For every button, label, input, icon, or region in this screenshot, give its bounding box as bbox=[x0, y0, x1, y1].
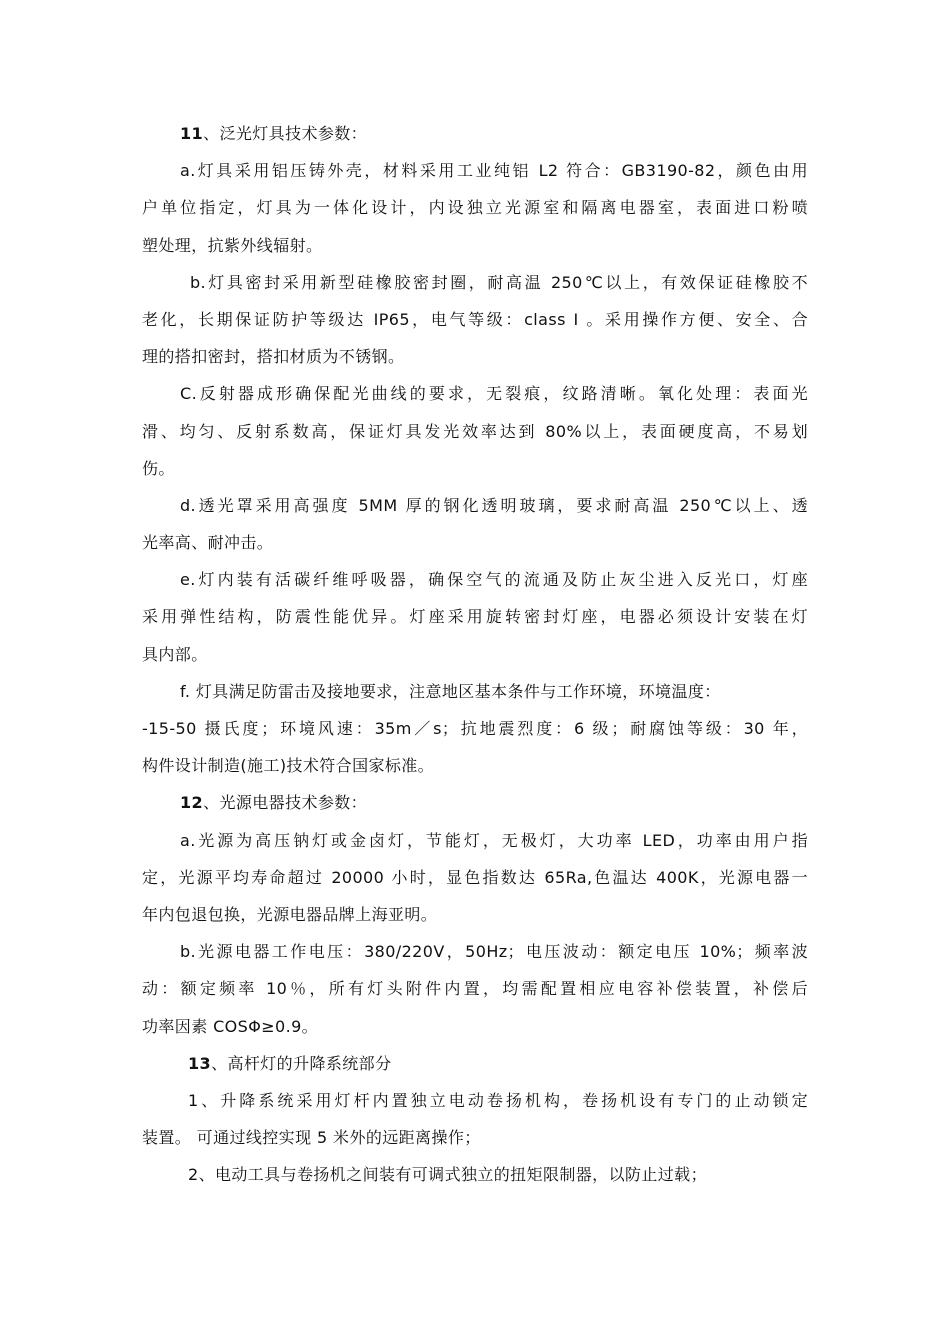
para-13-1-line-2: 装置。 可通过线控实现 5 米外的远距离操作； bbox=[142, 1128, 481, 1148]
para-12a-line-3: 年内包退包换，光源电器品牌上海亚明。 bbox=[142, 904, 438, 924]
para-12b-line-3: 功率因素 COSΦ≥0.9。 bbox=[142, 1016, 319, 1036]
section-11-number: 11 bbox=[180, 124, 204, 143]
section-12-heading bbox=[142, 784, 808, 821]
para-11a-line-3: 塑处理，抗紫外线辐射。 bbox=[142, 235, 323, 255]
para-11a-line-2: 户单位指定，灯具为一体化设计，内设独立光源室和隔离电器室，表面进口粉喷 bbox=[142, 198, 808, 218]
para-13-2-line-1: 2、电动工具与卷扬机之间装有可调式独立的扭矩限制器，以防止过载； bbox=[188, 1165, 707, 1185]
para-13-1-line-1: 1、升降系统采用灯杆内置独立电动卷扬机构，卷扬机设有专门的止动锁定 bbox=[188, 1090, 808, 1110]
para-11d-line-1: d.透光罩采用高强度 5MM 厚的钢化透明玻璃，要求耐高温 250℃以上、透 bbox=[180, 495, 808, 515]
para-11b-line-3: 理的搭扣密封，搭扣材质为不锈钢。 bbox=[142, 347, 405, 367]
para-11a-line-1: a.灯具采用铝压铸外壳，材料采用工业纯铝 L2 符合：GB3190-82，颜色由用 bbox=[180, 161, 808, 181]
para-12a-line-1: a.光源为高压钠灯或金卤灯，节能灯，无极灯，大功率 LED，功率由用户指 bbox=[180, 830, 808, 850]
para-11d-line-2: 光率高、耐冲击。 bbox=[142, 533, 274, 553]
para-12b-line-2: 动：额定频率 10％，所有灯头附件内置，均需配置相应电容补偿装置，补偿后 bbox=[142, 979, 808, 999]
para-11e-line-2: 采用弹性结构，防震性能优异。灯座采用旋转密封灯座，电器必须设计安装在灯 bbox=[142, 607, 808, 627]
para-11c-line-3: 伤。 bbox=[142, 458, 175, 478]
section-11-heading bbox=[142, 115, 808, 152]
section-13-title: 、高杆灯的升降系统部分 bbox=[211, 1053, 392, 1073]
para-11c-line-2: 滑、均匀、反射系数高，保证灯具发光效率达到 80%以上，表面硬度高，不易划 bbox=[142, 421, 808, 441]
section-12-number: 12 bbox=[180, 793, 204, 813]
section-11-title: 、泛光灯具技术参数： bbox=[203, 124, 368, 143]
document-body bbox=[142, 115, 808, 1193]
para-12a-line-2: 定，光源平均寿命超过 20000 小时，显色指数达 65Ra,色温达 400K，光源电器一 bbox=[142, 867, 808, 887]
para-11b-line-1: b.灯具密封采用新型硅橡胶密封圈，耐高温 250℃以上，有效保证硅橡胶不 bbox=[190, 272, 808, 292]
para-11f-line-1: f. 灯具满足防雷击及接地要求，注意地区基本条件与工作环境，环境温度： bbox=[180, 681, 721, 701]
section-12-title: 、光源电器技术参数： bbox=[203, 793, 368, 813]
para-12b-line-1: b.光源电器工作电压：380/220V，50Hz；电压波动：额定电压 10%；频率波 bbox=[180, 942, 808, 962]
para-11e-line-1: e.灯内装有活碳纤维呼吸器，确保空气的流通及防止灰尘进入反光口，灯座 bbox=[180, 570, 808, 590]
para-11f-line-2: -15-50 摄氏度；环境风速：35m／s；抗地震烈度：6 级；耐腐蚀等级：30 年， bbox=[142, 719, 808, 738]
section-13-number: 13 bbox=[188, 1053, 212, 1073]
para-11c-line-1: C.反射器成形确保配光曲线的要求，无裂痕，纹路清晰。氧化处理：表面光 bbox=[180, 384, 808, 404]
para-11f-line-3: 构件设计制造(施工)技术符合国家标准。 bbox=[142, 756, 435, 776]
para-11e-line-3: 具内部。 bbox=[142, 644, 208, 664]
section-13-heading bbox=[142, 1045, 808, 1082]
para-11b-line-2: 老化，长期保证防护等级达 IP65，电气等级：class I 。采用操作方便、安全、合 bbox=[142, 309, 808, 329]
